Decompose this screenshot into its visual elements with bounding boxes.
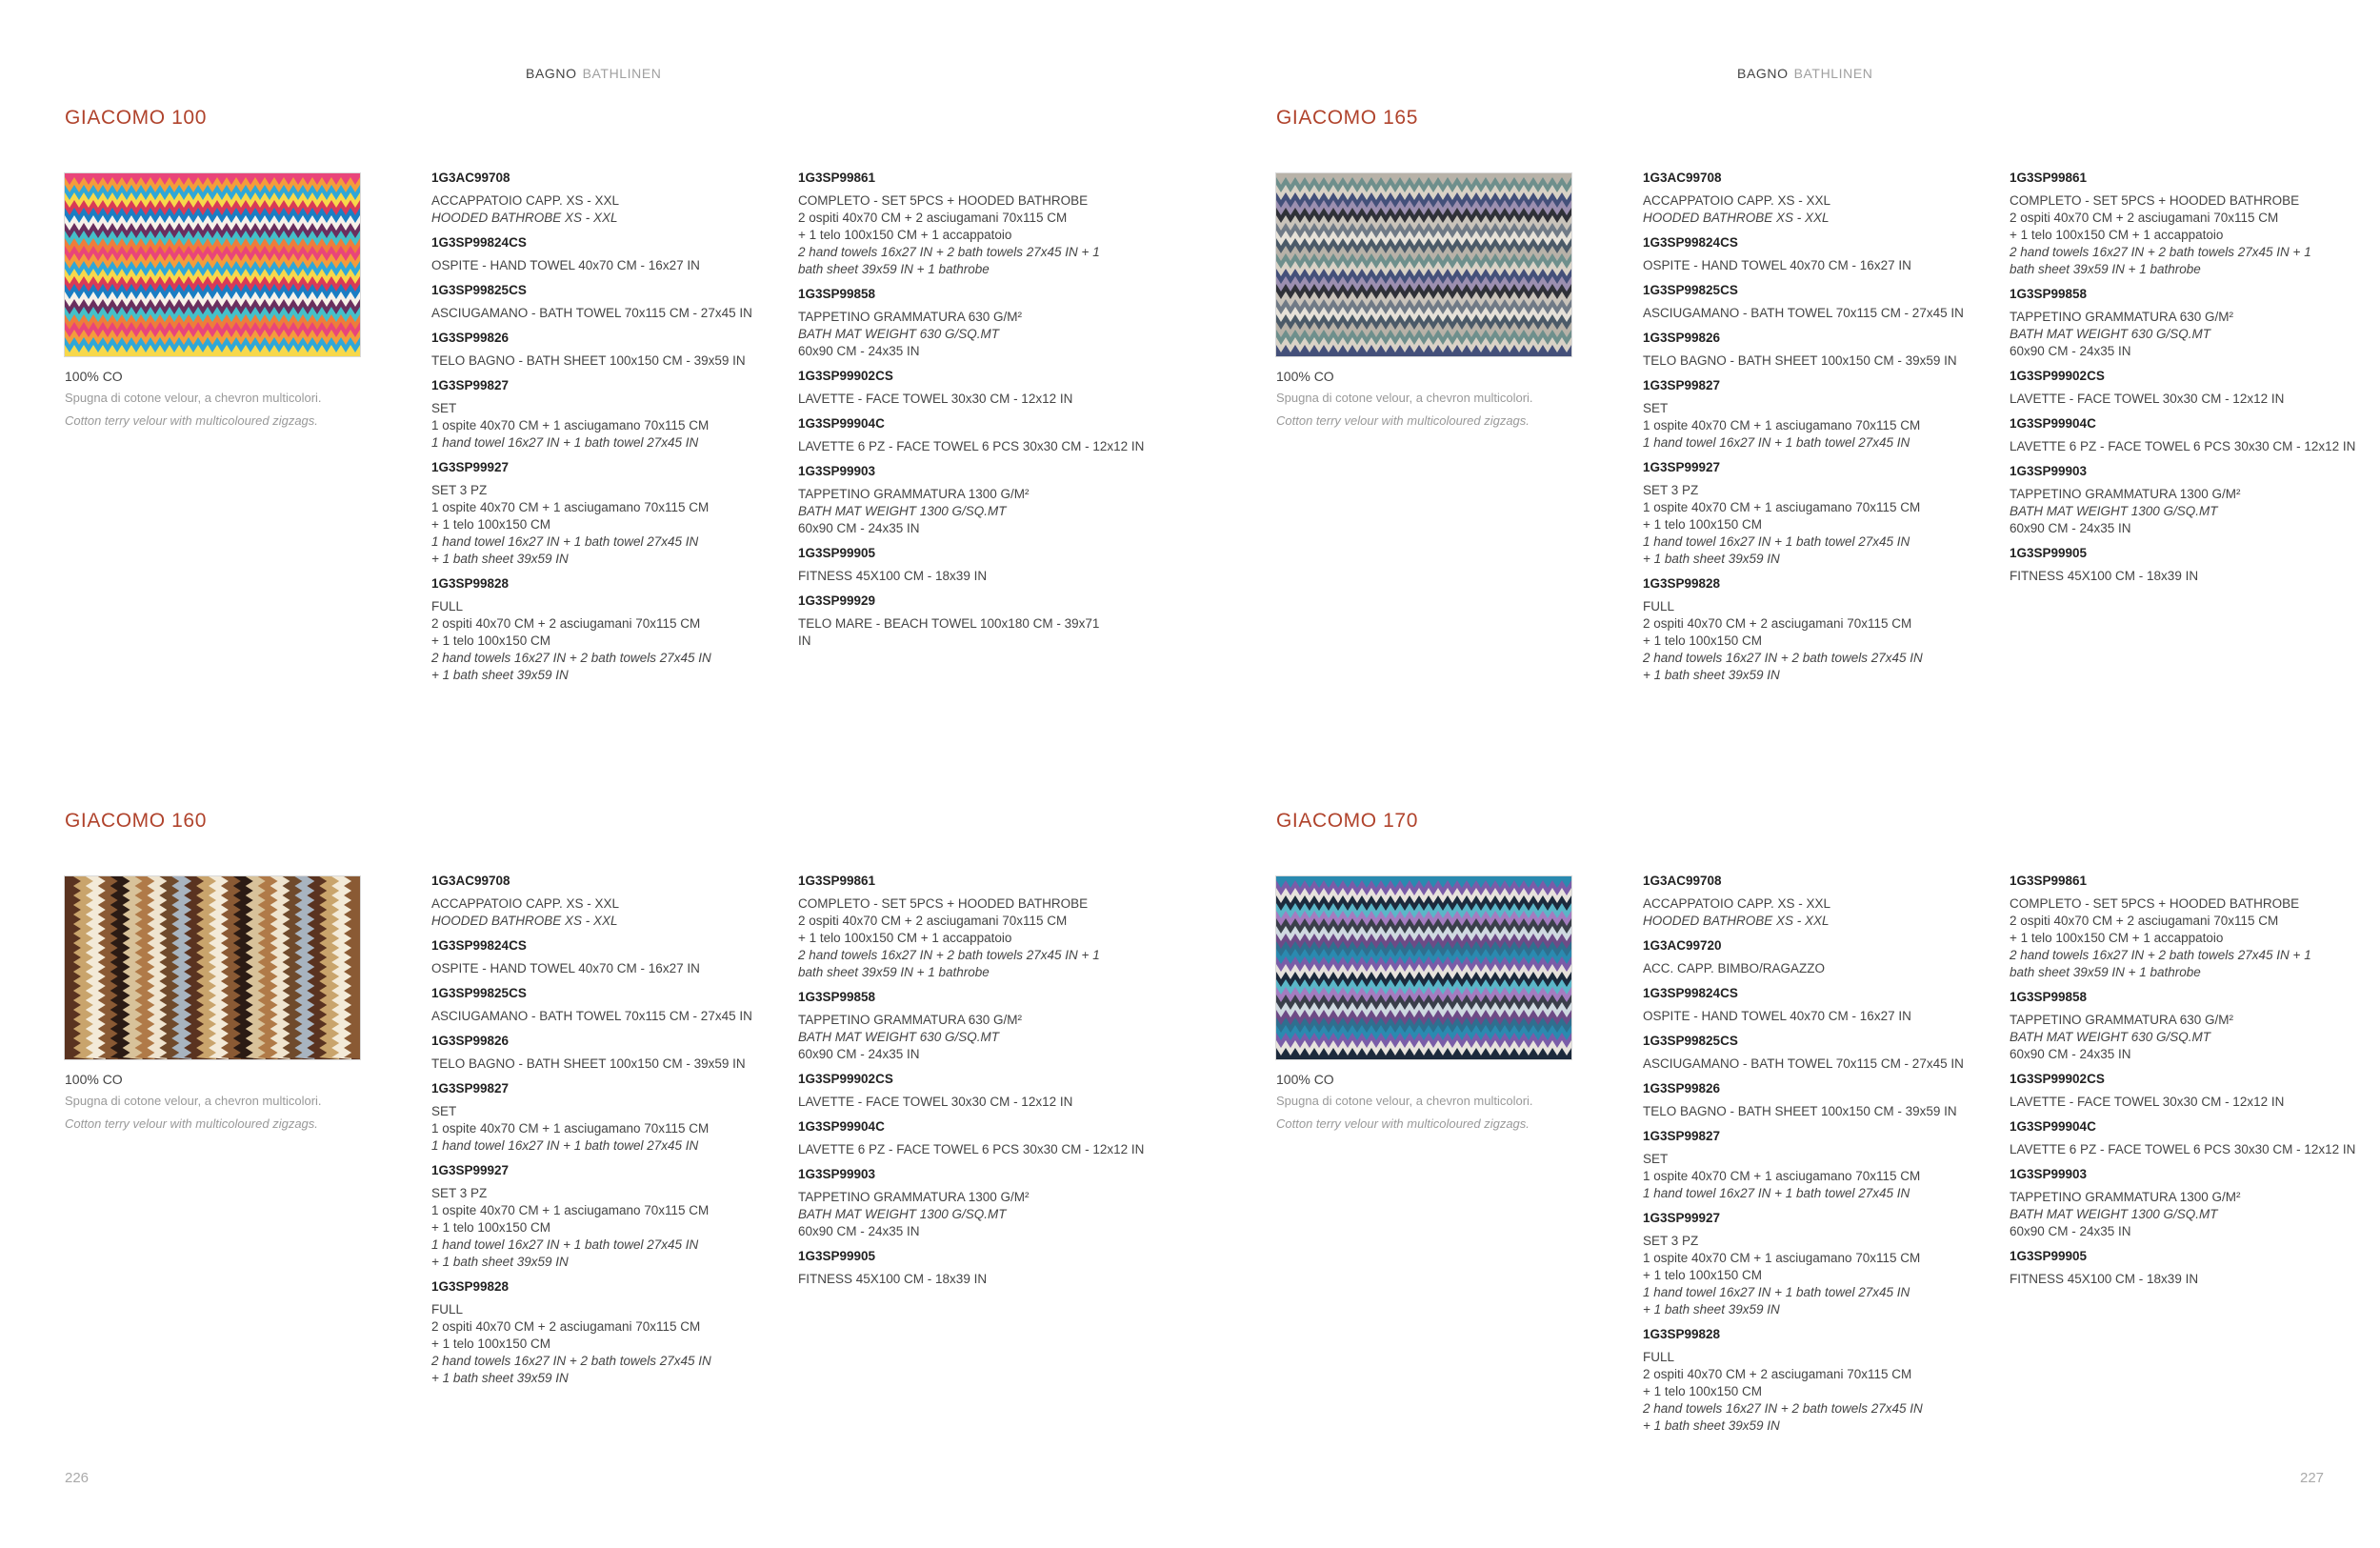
article-line: 60x90 CM - 24x35 IN <box>798 1224 920 1238</box>
article-item <box>1643 170 1976 227</box>
article-item <box>431 873 765 930</box>
article-item <box>2010 1248 2343 1288</box>
article-line: ACCAPPATOIO CAPP. XS - XXL <box>1643 896 1831 911</box>
article-code: 1G3SP99929 <box>798 593 876 608</box>
article-item <box>1643 1033 1976 1073</box>
description-it: Spugna di cotone velour, a chevron multicolori. <box>1276 391 1533 405</box>
article-column-1 <box>1643 170 1976 692</box>
article-item <box>1643 1326 1976 1435</box>
composition: 100% CO <box>1276 369 1334 384</box>
article-line: 60x90 CM - 24x35 IN <box>798 344 920 358</box>
article-item <box>431 282 765 322</box>
article-item <box>798 368 1131 408</box>
running-header-right <box>1737 66 1873 81</box>
article-line: + 1 telo 100x150 CM <box>1643 1268 1762 1282</box>
article-line-en: HOODED BATHROBE XS - XXL <box>431 914 618 928</box>
article-line-en: BATH MAT WEIGHT 1300 G/SQ.MT <box>2010 1207 2218 1221</box>
article-line: + 1 telo 100x150 CM + 1 accappatoio <box>2010 228 2224 242</box>
article-line: OSPITE - HAND TOWEL 40x70 CM - 16x27 IN <box>1643 258 1911 272</box>
article-line: TAPPETINO GRAMMATURA 1300 G/M² <box>2010 487 2241 501</box>
article-line: COMPLETO - SET 5PCS + HOODED BATHROBE <box>2010 193 2300 208</box>
description-it: Spugna di cotone velour, a chevron multicolori. <box>65 391 322 405</box>
composition: 100% CO <box>65 369 123 384</box>
article-line-en: 1 hand towel 16x27 IN + 1 bath towel 27x45 IN <box>1643 534 1910 549</box>
article-line: 1 ospite 40x70 CM + 1 asciugamano 70x115 CM <box>431 500 710 514</box>
article-line-en: + 1 bath sheet 39x59 IN <box>1643 1302 1780 1317</box>
article-item <box>798 170 1131 278</box>
article-item <box>798 1248 1131 1288</box>
article-item <box>798 989 1131 1063</box>
article-line-en: 1 hand towel 16x27 IN + 1 bath towel 27x45 IN <box>431 1138 699 1153</box>
article-item <box>1643 575 1976 684</box>
article-line-en: 2 hand towels 16x27 IN + 2 bath towels 27x45 IN + 1 <box>798 948 1100 962</box>
article-item <box>2010 1118 2356 1158</box>
article-code: 1G3SP99904C <box>798 1119 885 1134</box>
article-column-1 <box>431 170 765 692</box>
article-item <box>431 234 765 274</box>
article-line: FULL <box>1643 599 1675 613</box>
article-line-en: 2 hand towels 16x27 IN + 2 bath towels 27x45 IN + 1 <box>2010 948 2311 962</box>
article-item <box>1643 1210 1976 1318</box>
article-line: 1 ospite 40x70 CM + 1 asciugamano 70x115 CM <box>431 418 710 432</box>
article-code: 1G3SP99905 <box>798 1249 876 1263</box>
page-number-right: 227 <box>2300 1470 2325 1486</box>
header-main: BAGNO <box>526 66 577 81</box>
article-line: OSPITE - HAND TOWEL 40x70 CM - 16x27 IN <box>431 258 700 272</box>
article-line: LAVETTE 6 PZ - FACE TOWEL 6 PCS 30x30 CM - 12x12 IN <box>798 1142 1145 1156</box>
article-line: 60x90 CM - 24x35 IN <box>2010 1224 2131 1238</box>
article-item <box>798 593 1131 650</box>
article-item <box>1643 459 1976 568</box>
article-line-en: 1 hand towel 16x27 IN + 1 bath towel 27x45 IN <box>431 435 699 450</box>
article-column-2 <box>798 170 1145 657</box>
article-item <box>431 330 765 370</box>
article-code: 1G3SP99824CS <box>1643 235 1738 250</box>
article-line-en: 2 hand towels 16x27 IN + 2 bath towels 27x45 IN <box>1643 651 1923 665</box>
article-line-en: 1 hand towel 16x27 IN + 1 bath towel 27x45 IN <box>1643 1186 1910 1200</box>
article-item <box>2010 1166 2343 1240</box>
article-line-en: BATH MAT WEIGHT 1300 G/SQ.MT <box>798 1207 1007 1221</box>
article-item <box>431 170 765 227</box>
article-line-en: + 1 bath sheet 39x59 IN <box>1643 552 1780 566</box>
article-line: SET 3 PZ <box>431 483 488 497</box>
article-code: 1G3SP99902CS <box>2010 369 2105 383</box>
article-line: FULL <box>431 599 464 613</box>
product-giacomo-165 <box>1276 107 2380 831</box>
article-line-en: 2 hand towels 16x27 IN + 2 bath towels 27x45 IN + 1 <box>798 245 1100 259</box>
article-column-1 <box>1643 873 1976 1442</box>
article-line: TAPPETINO GRAMMATURA 630 G/M² <box>798 310 1023 324</box>
article-line: + 1 telo 100x150 CM <box>431 1220 550 1235</box>
article-code: 1G3SP99904C <box>2010 416 2096 431</box>
article-item <box>431 1033 765 1073</box>
article-code: 1G3SP99824CS <box>1643 986 1738 1000</box>
article-line: LAVETTE 6 PZ - FACE TOWEL 6 PCS 30x30 CM - 12x12 IN <box>2010 1142 2356 1156</box>
article-code: 1G3AC99708 <box>1643 171 1722 185</box>
article-code: 1G3SP99825CS <box>1643 1034 1738 1048</box>
article-line: LAVETTE - FACE TOWEL 30x30 CM - 12x12 IN <box>2010 1095 2285 1109</box>
description-en: Cotton terry velour with multicoloured zigzags. <box>1276 1116 1530 1131</box>
article-line-en: BATH MAT WEIGHT 630 G/SQ.MT <box>798 1030 1000 1044</box>
article-line-en: + 1 bath sheet 39x59 IN <box>1643 668 1780 682</box>
article-line-en: + 1 bath sheet 39x59 IN <box>431 668 569 682</box>
article-line: FITNESS 45X100 CM - 18x39 IN <box>798 569 988 583</box>
article-item <box>1643 1128 1976 1202</box>
description-it: Spugna di cotone velour, a chevron multicolori. <box>1276 1094 1533 1108</box>
article-line-en: + 1 bath sheet 39x59 IN <box>431 1371 569 1385</box>
product-title: GIACOMO 165 <box>1276 107 1418 129</box>
article-line: 1 ospite 40x70 CM + 1 asciugamano 70x115 CM <box>431 1121 710 1136</box>
article-line: ACCAPPATOIO CAPP. XS - XXL <box>431 193 620 208</box>
article-code: 1G3AC99708 <box>431 874 510 888</box>
article-item <box>1643 873 1976 930</box>
composition: 100% CO <box>1276 1072 1334 1087</box>
article-line-en: 1 hand towel 16x27 IN + 1 bath towel 27x45 IN <box>431 1237 699 1252</box>
article-column-1 <box>431 873 765 1395</box>
article-line: TELO MARE - BEACH TOWEL 100x180 CM - 39x71 <box>798 616 1100 631</box>
article-item <box>431 1278 765 1387</box>
article-line: 1 ospite 40x70 CM + 1 asciugamano 70x115 CM <box>1643 1251 1921 1265</box>
article-line-en: bath sheet 39x59 IN + 1 bathrobe <box>798 965 990 979</box>
article-line-en: HOODED BATHROBE XS - XXL <box>431 211 618 225</box>
article-code: 1G3SP99904C <box>798 416 885 431</box>
header-main: BAGNO <box>1737 66 1789 81</box>
description-en: Cotton terry velour with multicoloured zigzags. <box>65 1116 318 1131</box>
article-code: 1G3SP99902CS <box>798 1072 893 1086</box>
article-line: FITNESS 45X100 CM - 18x39 IN <box>2010 569 2199 583</box>
article-code: 1G3SP99927 <box>431 460 510 474</box>
article-line: 60x90 CM - 24x35 IN <box>798 1047 920 1061</box>
article-code: 1G3SP99902CS <box>2010 1072 2105 1086</box>
article-line: TAPPETINO GRAMMATURA 1300 G/M² <box>798 487 1030 501</box>
article-item <box>431 575 765 684</box>
article-item <box>2010 368 2343 408</box>
running-header-left <box>526 66 662 81</box>
article-code: 1G3SP99827 <box>431 378 510 392</box>
article-code: 1G3SP99903 <box>798 464 876 478</box>
article-code: 1G3SP99828 <box>1643 576 1721 591</box>
article-line: ASCIUGAMANO - BATH TOWEL 70x115 CM - 27x45 IN <box>431 306 752 320</box>
article-item <box>431 937 765 977</box>
article-item <box>798 873 1131 981</box>
article-line: LAVETTE - FACE TOWEL 30x30 CM - 12x12 IN <box>2010 392 2285 406</box>
article-code: 1G3SP99858 <box>798 287 876 301</box>
header-sub: BATHLINEN <box>582 66 662 81</box>
article-line: 2 ospiti 40x70 CM + 2 asciugamani 70x115 CM <box>2010 211 2279 225</box>
product-title: GIACOMO 170 <box>1276 810 1418 832</box>
article-line: LAVETTE 6 PZ - FACE TOWEL 6 PCS 30x30 CM - 12x12 IN <box>2010 439 2356 453</box>
article-code: 1G3SP99826 <box>1643 1081 1721 1096</box>
composition: 100% CO <box>65 1072 123 1087</box>
article-code: 1G3SP99905 <box>2010 546 2088 560</box>
article-line: 2 ospiti 40x70 CM + 2 asciugamani 70x115 CM <box>1643 1367 1912 1381</box>
article-line: LAVETTE - FACE TOWEL 30x30 CM - 12x12 IN <box>798 1095 1073 1109</box>
product-title: GIACOMO 100 <box>65 107 207 129</box>
article-line: FITNESS 45X100 CM - 18x39 IN <box>2010 1272 2199 1286</box>
article-line: 2 ospiti 40x70 CM + 2 asciugamani 70x115 CM <box>798 211 1068 225</box>
article-code: 1G3SP99827 <box>431 1081 510 1096</box>
article-line-en: 2 hand towels 16x27 IN + 2 bath towels 27x45 IN + 1 <box>2010 245 2311 259</box>
article-code: 1G3SP99828 <box>1643 1327 1721 1341</box>
article-code: 1G3SP99905 <box>798 546 876 560</box>
article-line-en: bath sheet 39x59 IN + 1 bathrobe <box>2010 965 2201 979</box>
article-item <box>1643 330 1976 370</box>
article-line-en: BATH MAT WEIGHT 1300 G/SQ.MT <box>798 504 1007 518</box>
article-line: 1 ospite 40x70 CM + 1 asciugamano 70x115 CM <box>1643 418 1921 432</box>
article-line-en: HOODED BATHROBE XS - XXL <box>1643 914 1830 928</box>
article-line: + 1 telo 100x150 CM <box>431 633 550 648</box>
article-item <box>1643 234 1976 274</box>
article-line: ACCAPPATOIO CAPP. XS - XXL <box>1643 193 1831 208</box>
article-code: 1G3SP99828 <box>431 576 510 591</box>
article-line: 1 ospite 40x70 CM + 1 asciugamano 70x115 CM <box>1643 1169 1921 1183</box>
article-column-2 <box>2010 873 2356 1296</box>
product-swatch-image <box>1276 173 1571 356</box>
product-swatch-image <box>65 876 360 1059</box>
article-item <box>1643 377 1976 452</box>
product-giacomo-160 <box>65 810 1189 1534</box>
product-title: GIACOMO 160 <box>65 810 207 832</box>
article-item <box>798 1071 1131 1111</box>
article-code: 1G3SP99861 <box>2010 171 2088 185</box>
article-code: 1G3SP99858 <box>2010 990 2088 1004</box>
article-line: SET <box>431 401 457 415</box>
article-code: 1G3SP99927 <box>1643 1211 1721 1225</box>
article-line: OSPITE - HAND TOWEL 40x70 CM - 16x27 IN <box>431 961 700 975</box>
article-line: SET 3 PZ <box>431 1186 488 1200</box>
article-code: 1G3SP99861 <box>2010 874 2088 888</box>
article-line-en: 2 hand towels 16x27 IN + 2 bath towels 27x45 IN <box>431 1354 711 1368</box>
article-line: ASCIUGAMANO - BATH TOWEL 70x115 CM - 27x45 IN <box>1643 306 1964 320</box>
article-line: TELO BAGNO - BATH SHEET 100x150 CM - 39x59 IN <box>1643 1104 1957 1118</box>
article-line: ACCAPPATOIO CAPP. XS - XXL <box>431 896 620 911</box>
article-code: 1G3SP99858 <box>798 990 876 1004</box>
article-item <box>1643 985 1976 1025</box>
product-swatch-image <box>65 173 360 356</box>
article-code: 1G3SP99824CS <box>431 938 527 953</box>
article-code: 1G3AC99708 <box>431 171 510 185</box>
article-line: TAPPETINO GRAMMATURA 1300 G/M² <box>798 1190 1030 1204</box>
article-line: LAVETTE 6 PZ - FACE TOWEL 6 PCS 30x30 CM - 12x12 IN <box>798 439 1145 453</box>
article-line: SET <box>1643 1152 1669 1166</box>
article-line: LAVETTE - FACE TOWEL 30x30 CM - 12x12 IN <box>798 392 1073 406</box>
article-line: 2 ospiti 40x70 CM + 2 asciugamani 70x115 CM <box>1643 616 1912 631</box>
article-item <box>2010 989 2343 1063</box>
article-line-en: 2 hand towels 16x27 IN + 2 bath towels 27x45 IN <box>1643 1401 1923 1416</box>
article-line-en: bath sheet 39x59 IN + 1 bathrobe <box>798 262 990 276</box>
article-item <box>2010 286 2343 360</box>
article-item <box>798 463 1131 537</box>
article-line: 2 ospiti 40x70 CM + 2 asciugamani 70x115 CM <box>2010 914 2279 928</box>
article-code: 1G3SP99826 <box>1643 331 1721 345</box>
article-line: 60x90 CM - 24x35 IN <box>2010 1047 2131 1061</box>
article-line: 1 ospite 40x70 CM + 1 asciugamano 70x115 CM <box>431 1203 710 1217</box>
article-item <box>798 1118 1145 1158</box>
article-line: 60x90 CM - 24x35 IN <box>798 521 920 535</box>
article-item <box>431 459 765 568</box>
article-line: SET <box>431 1104 457 1118</box>
article-item <box>2010 463 2343 537</box>
article-line: TAPPETINO GRAMMATURA 630 G/M² <box>2010 1013 2234 1027</box>
article-line: COMPLETO - SET 5PCS + HOODED BATHROBE <box>2010 896 2300 911</box>
article-code: 1G3SP99903 <box>2010 464 2088 478</box>
article-line-en: BATH MAT WEIGHT 630 G/SQ.MT <box>798 327 1000 341</box>
article-line-en: bath sheet 39x59 IN + 1 bathrobe <box>2010 262 2201 276</box>
article-code: 1G3SP99902CS <box>798 369 893 383</box>
article-code: 1G3SP99861 <box>798 874 876 888</box>
article-line: 2 ospiti 40x70 CM + 2 asciugamani 70x115 CM <box>431 1319 701 1334</box>
article-line: + 1 telo 100x150 CM <box>431 517 550 532</box>
page-number-left: 226 <box>65 1470 90 1486</box>
article-item <box>1643 1080 1976 1120</box>
description-en: Cotton terry velour with multicoloured zigzags. <box>1276 413 1530 428</box>
article-code: 1G3SP99905 <box>2010 1249 2088 1263</box>
article-item <box>2010 545 2343 585</box>
article-line: IN <box>798 633 811 648</box>
article-line: 1 ospite 40x70 CM + 1 asciugamano 70x115 CM <box>1643 500 1921 514</box>
article-line: + 1 telo 100x150 CM + 1 accappatoio <box>2010 931 2224 945</box>
article-item <box>431 1080 765 1155</box>
article-line: + 1 telo 100x150 CM <box>431 1337 550 1351</box>
article-line-en: BATH MAT WEIGHT 630 G/SQ.MT <box>2010 1030 2211 1044</box>
article-item <box>2010 170 2343 278</box>
article-line: SET 3 PZ <box>1643 1234 1699 1248</box>
article-line: TAPPETINO GRAMMATURA 630 G/M² <box>2010 310 2234 324</box>
article-code: 1G3SP99903 <box>2010 1167 2088 1181</box>
article-line: TAPPETINO GRAMMATURA 1300 G/M² <box>2010 1190 2241 1204</box>
description-it: Spugna di cotone velour, a chevron multicolori. <box>65 1094 322 1108</box>
article-line-en: + 1 bath sheet 39x59 IN <box>1643 1418 1780 1433</box>
article-line-en: BATH MAT WEIGHT 630 G/SQ.MT <box>2010 327 2211 341</box>
product-giacomo-100 <box>65 107 1189 831</box>
article-line-en: HOODED BATHROBE XS - XXL <box>1643 211 1830 225</box>
article-code: 1G3AC99708 <box>1643 874 1722 888</box>
article-line: FULL <box>431 1302 464 1317</box>
article-code: 1G3SP99828 <box>431 1279 510 1294</box>
article-line-en: + 1 bath sheet 39x59 IN <box>431 1255 569 1269</box>
article-item <box>798 286 1131 360</box>
article-line-en: 2 hand towels 16x27 IN + 2 bath towels 27x45 IN <box>431 651 711 665</box>
article-line: FULL <box>1643 1350 1675 1364</box>
article-line: + 1 telo 100x150 CM + 1 accappatoio <box>798 228 1012 242</box>
article-line: + 1 telo 100x150 CM <box>1643 633 1762 648</box>
article-code: 1G3SP99861 <box>798 171 876 185</box>
article-column-2 <box>798 873 1145 1296</box>
article-code: 1G3SP99825CS <box>431 283 527 297</box>
article-code: 1G3SP99824CS <box>431 235 527 250</box>
article-item <box>2010 415 2356 455</box>
article-line: TELO BAGNO - BATH SHEET 100x150 CM - 39x59 IN <box>431 353 746 368</box>
article-line: + 1 telo 100x150 CM + 1 accappatoio <box>798 931 1012 945</box>
article-line: 2 ospiti 40x70 CM + 2 asciugamani 70x115 CM <box>798 914 1068 928</box>
article-code: 1G3SP99927 <box>1643 460 1721 474</box>
article-code: 1G3SP99825CS <box>1643 283 1738 297</box>
article-line-en: 1 hand towel 16x27 IN + 1 bath towel 27x45 IN <box>1643 1285 1910 1299</box>
article-code: 1G3SP99826 <box>431 1034 510 1048</box>
article-code: 1G3SP99826 <box>431 331 510 345</box>
article-item <box>1643 282 1976 322</box>
article-line: SET 3 PZ <box>1643 483 1699 497</box>
article-item <box>798 1166 1131 1240</box>
article-line: TELO BAGNO - BATH SHEET 100x150 CM - 39x59 IN <box>1643 353 1957 368</box>
article-code: 1G3SP99827 <box>1643 1129 1721 1143</box>
article-item <box>2010 873 2343 981</box>
product-giacomo-170 <box>1276 810 2380 1534</box>
article-item <box>2010 1071 2343 1111</box>
article-line: ASCIUGAMANO - BATH TOWEL 70x115 CM - 27x45 IN <box>431 1009 752 1023</box>
article-line: + 1 telo 100x150 CM <box>1643 517 1762 532</box>
article-line-en: 1 hand towel 16x27 IN + 1 bath towel 27x45 IN <box>1643 435 1910 450</box>
article-item <box>798 545 1131 585</box>
article-code: 1G3SP99825CS <box>431 986 527 1000</box>
article-line: 60x90 CM - 24x35 IN <box>2010 521 2131 535</box>
article-line-en: 1 hand towel 16x27 IN + 1 bath towel 27x45 IN <box>431 534 699 549</box>
article-line: ACC. CAPP. BIMBO/RAGAZZO <box>1643 961 1826 975</box>
article-line: FITNESS 45X100 CM - 18x39 IN <box>798 1272 988 1286</box>
article-line: 60x90 CM - 24x35 IN <box>2010 344 2131 358</box>
article-line: + 1 telo 100x150 CM <box>1643 1384 1762 1398</box>
article-line: ASCIUGAMANO - BATH TOWEL 70x115 CM - 27x45 IN <box>1643 1056 1964 1071</box>
article-line: TELO BAGNO - BATH SHEET 100x150 CM - 39x59 IN <box>431 1056 746 1071</box>
header-sub: BATHLINEN <box>1793 66 1873 81</box>
article-line: OSPITE - HAND TOWEL 40x70 CM - 16x27 IN <box>1643 1009 1911 1023</box>
article-code: 1G3SP99858 <box>2010 287 2088 301</box>
article-code: 1G3SP99827 <box>1643 378 1721 392</box>
article-line: SET <box>1643 401 1669 415</box>
article-line: TAPPETINO GRAMMATURA 630 G/M² <box>798 1013 1023 1027</box>
product-swatch-image <box>1276 876 1571 1059</box>
article-column-2 <box>2010 170 2356 593</box>
article-line: COMPLETO - SET 5PCS + HOODED BATHROBE <box>798 193 1089 208</box>
description-en: Cotton terry velour with multicoloured zigzags. <box>65 413 318 428</box>
article-code: 1G3SP99903 <box>798 1167 876 1181</box>
article-line-en: + 1 bath sheet 39x59 IN <box>431 552 569 566</box>
article-item <box>1643 937 1976 977</box>
article-line: 2 ospiti 40x70 CM + 2 asciugamani 70x115 CM <box>431 616 701 631</box>
article-item <box>431 1162 765 1271</box>
article-line-en: BATH MAT WEIGHT 1300 G/SQ.MT <box>2010 504 2218 518</box>
article-item <box>431 985 765 1025</box>
article-item <box>798 415 1145 455</box>
article-code: 1G3SP99904C <box>2010 1119 2096 1134</box>
article-line: COMPLETO - SET 5PCS + HOODED BATHROBE <box>798 896 1089 911</box>
article-code: 1G3AC99720 <box>1643 938 1722 953</box>
article-item <box>431 377 765 452</box>
article-code: 1G3SP99927 <box>431 1163 510 1177</box>
